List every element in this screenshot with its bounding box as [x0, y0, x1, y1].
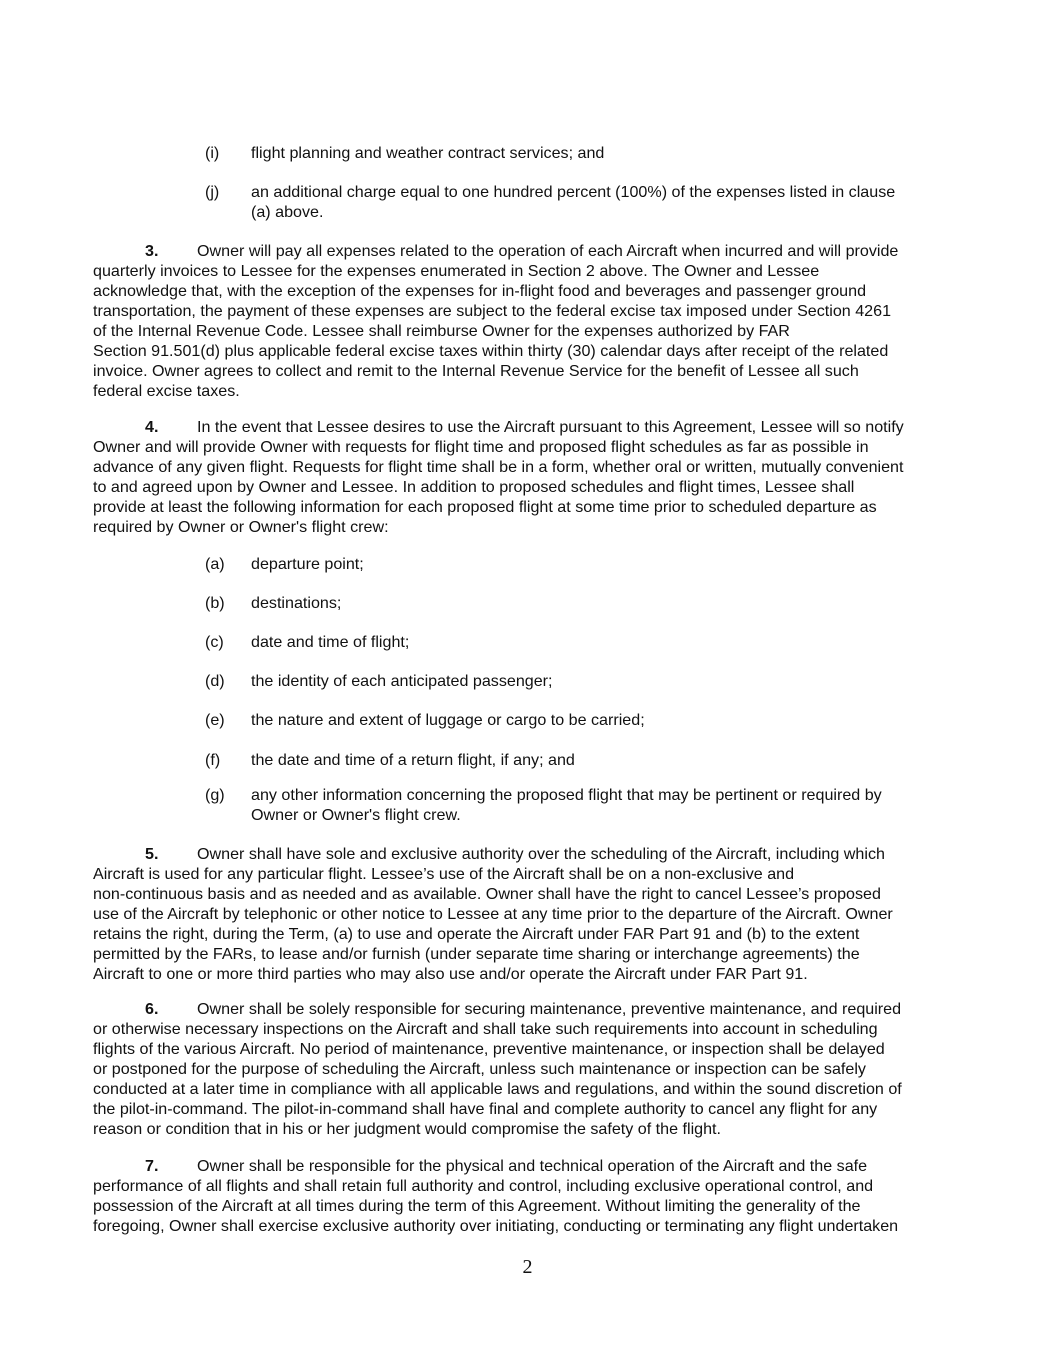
- clause-text: (a) above.: [251, 203, 324, 221]
- clause-text: flight planning and weather contract services; and: [251, 144, 605, 162]
- section-text: quarterly invoices to Lessee for the expenses enumerated in Section 2 above. The Owner and Lessee: [93, 262, 820, 280]
- clause-text: date and time of flight;: [251, 633, 410, 651]
- section-text: conducted at a later time in compliance with all applicable laws and regulations, and within the sound discretion of: [93, 1080, 902, 1098]
- section-text: to and agreed upon by Owner and Lessee. In addition to proposed schedules and flight times, Lessee shall: [93, 478, 855, 496]
- section-7: [93, 1156, 963, 1236]
- section-text: the pilot-in-command. The pilot-in-command shall have final and complete authority to cancel any flight for any: [93, 1100, 878, 1118]
- clause-label: (b): [205, 594, 225, 612]
- section-text: non-continuous basis and as needed and as available. Owner shall have the right to cancel Lessee’s proposed: [93, 885, 881, 903]
- section-text: permitted by the FARs, to lease and/or furnish (under separate time sharing or interchange agreements) the: [93, 945, 860, 963]
- clause-label: (c): [205, 633, 224, 651]
- clause-text: departure point;: [251, 555, 364, 573]
- section-4: [93, 417, 963, 537]
- section-text: Owner shall have sole and exclusive authority over the scheduling of the Aircraft, including which: [197, 845, 885, 863]
- section-text: Aircraft is used for any particular flight. Lessee’s use of the Aircraft shall be on a non-exclusive and: [93, 865, 795, 883]
- section-number: 7.: [145, 1157, 159, 1175]
- section-text: Owner will pay all expenses related to the operation of each Aircraft when incurred and will provide: [197, 242, 899, 260]
- section-3: [93, 241, 963, 401]
- section-text: transportation, the payment of these expenses are subject to the federal excise tax imposed under Section 4261: [93, 302, 892, 320]
- section-number: 6.: [145, 1000, 159, 1018]
- section-text: Owner and will provide Owner with requests for flight time and proposed flight schedules as far as possible in: [93, 438, 869, 456]
- section-5: [93, 844, 963, 984]
- clause-text: an additional charge equal to one hundred percent (100%) of the expenses listed in clause: [251, 183, 896, 201]
- section-text: advance of any given flight. Requests for flight time shall be in a form, whether oral or written, mutually convenient: [93, 458, 904, 476]
- section-text: possession of the Aircraft at all times during the term of this Agreement. Without limiting the generality of the: [93, 1197, 861, 1215]
- section-text: foregoing, Owner shall exercise exclusive authority over initiating, conducting or terminating any flight undertaken: [93, 1217, 899, 1235]
- section-text: performance of all flights and shall retain full authority and control, including exclusive operational control, and: [93, 1177, 874, 1195]
- section-text: Section 91.501(d) plus applicable federal excise taxes within thirty (30) calendar days after receipt of the related: [93, 342, 889, 360]
- section-number: 5.: [145, 845, 159, 863]
- section-text: of the Internal Revenue Code. Lessee shall reimburse Owner for the expenses authorized by FAR: [93, 322, 790, 340]
- section-text: or postponed for the purpose of scheduling the Aircraft, unless such maintenance or inspection can be safely: [93, 1060, 866, 1078]
- section-text: Owner shall be solely responsible for securing maintenance, preventive maintenance, and required: [197, 1000, 902, 1018]
- section-text: federal excise taxes.: [93, 382, 240, 400]
- clause-text: Owner or Owner's flight crew.: [251, 806, 461, 824]
- section-text: use of the Aircraft by telephonic or other notice to Lessee at any time prior to the departure of the Aircraft. Owner: [93, 905, 893, 923]
- clause-text: the nature and extent of luggage or cargo to be carried;: [251, 711, 645, 729]
- section-number: 3.: [145, 242, 159, 260]
- section-number: 4.: [145, 418, 159, 436]
- clause-label: (g): [205, 786, 225, 804]
- clause-text: the identity of each anticipated passenger;: [251, 672, 553, 690]
- section-text: provide at least the following information for each proposed flight at some time prior to scheduled departure as: [93, 498, 877, 516]
- clause-label: (j): [205, 183, 220, 201]
- section-text: Owner shall be responsible for the physical and technical operation of the Aircraft and the safe: [197, 1157, 868, 1175]
- section-6: [93, 999, 963, 1139]
- section-text: In the event that Lessee desires to use the Aircraft pursuant to this Agreement, Lessee will so notify: [197, 418, 904, 436]
- section-text: flights of the various Aircraft. No period of maintenance, preventive maintenance, or inspection shall be delayed: [93, 1040, 885, 1058]
- clause-label: (a): [205, 555, 225, 573]
- section-text: reason or condition that in his or her judgment would compromise the safety of the flight.: [93, 1120, 721, 1138]
- section-text: or otherwise necessary inspections on the Aircraft and shall take such requirements into account in scheduling: [93, 1020, 878, 1038]
- section-text: invoice. Owner agrees to collect and remit to the Internal Revenue Service for the benefit of Lessee all such: [93, 362, 859, 380]
- page-number: 2: [522, 1256, 533, 1278]
- section-text: required by Owner or Owner's flight crew:: [93, 518, 389, 536]
- section-text: retains the right, during the Term, (a) to use and operate the Aircraft under FAR Part 91 and (b) to the extent: [93, 925, 860, 943]
- clause-label: (f): [205, 751, 221, 769]
- clause-text: destinations;: [251, 594, 342, 612]
- section-text: Aircraft to one or more third parties who may also use and/or operate the Aircraft under FAR Part 91.: [93, 965, 808, 983]
- section-text: acknowledge that, with the exception of the expenses for in-flight food and beverages and passenger ground: [93, 282, 867, 300]
- clause-text: any other information concerning the proposed flight that may be pertinent or required by: [251, 786, 882, 804]
- clause-text: the date and time of a return flight, if any; and: [251, 751, 575, 769]
- clause-label: (d): [205, 672, 225, 690]
- clause-label: (e): [205, 711, 225, 729]
- clause-label: (i): [205, 144, 220, 162]
